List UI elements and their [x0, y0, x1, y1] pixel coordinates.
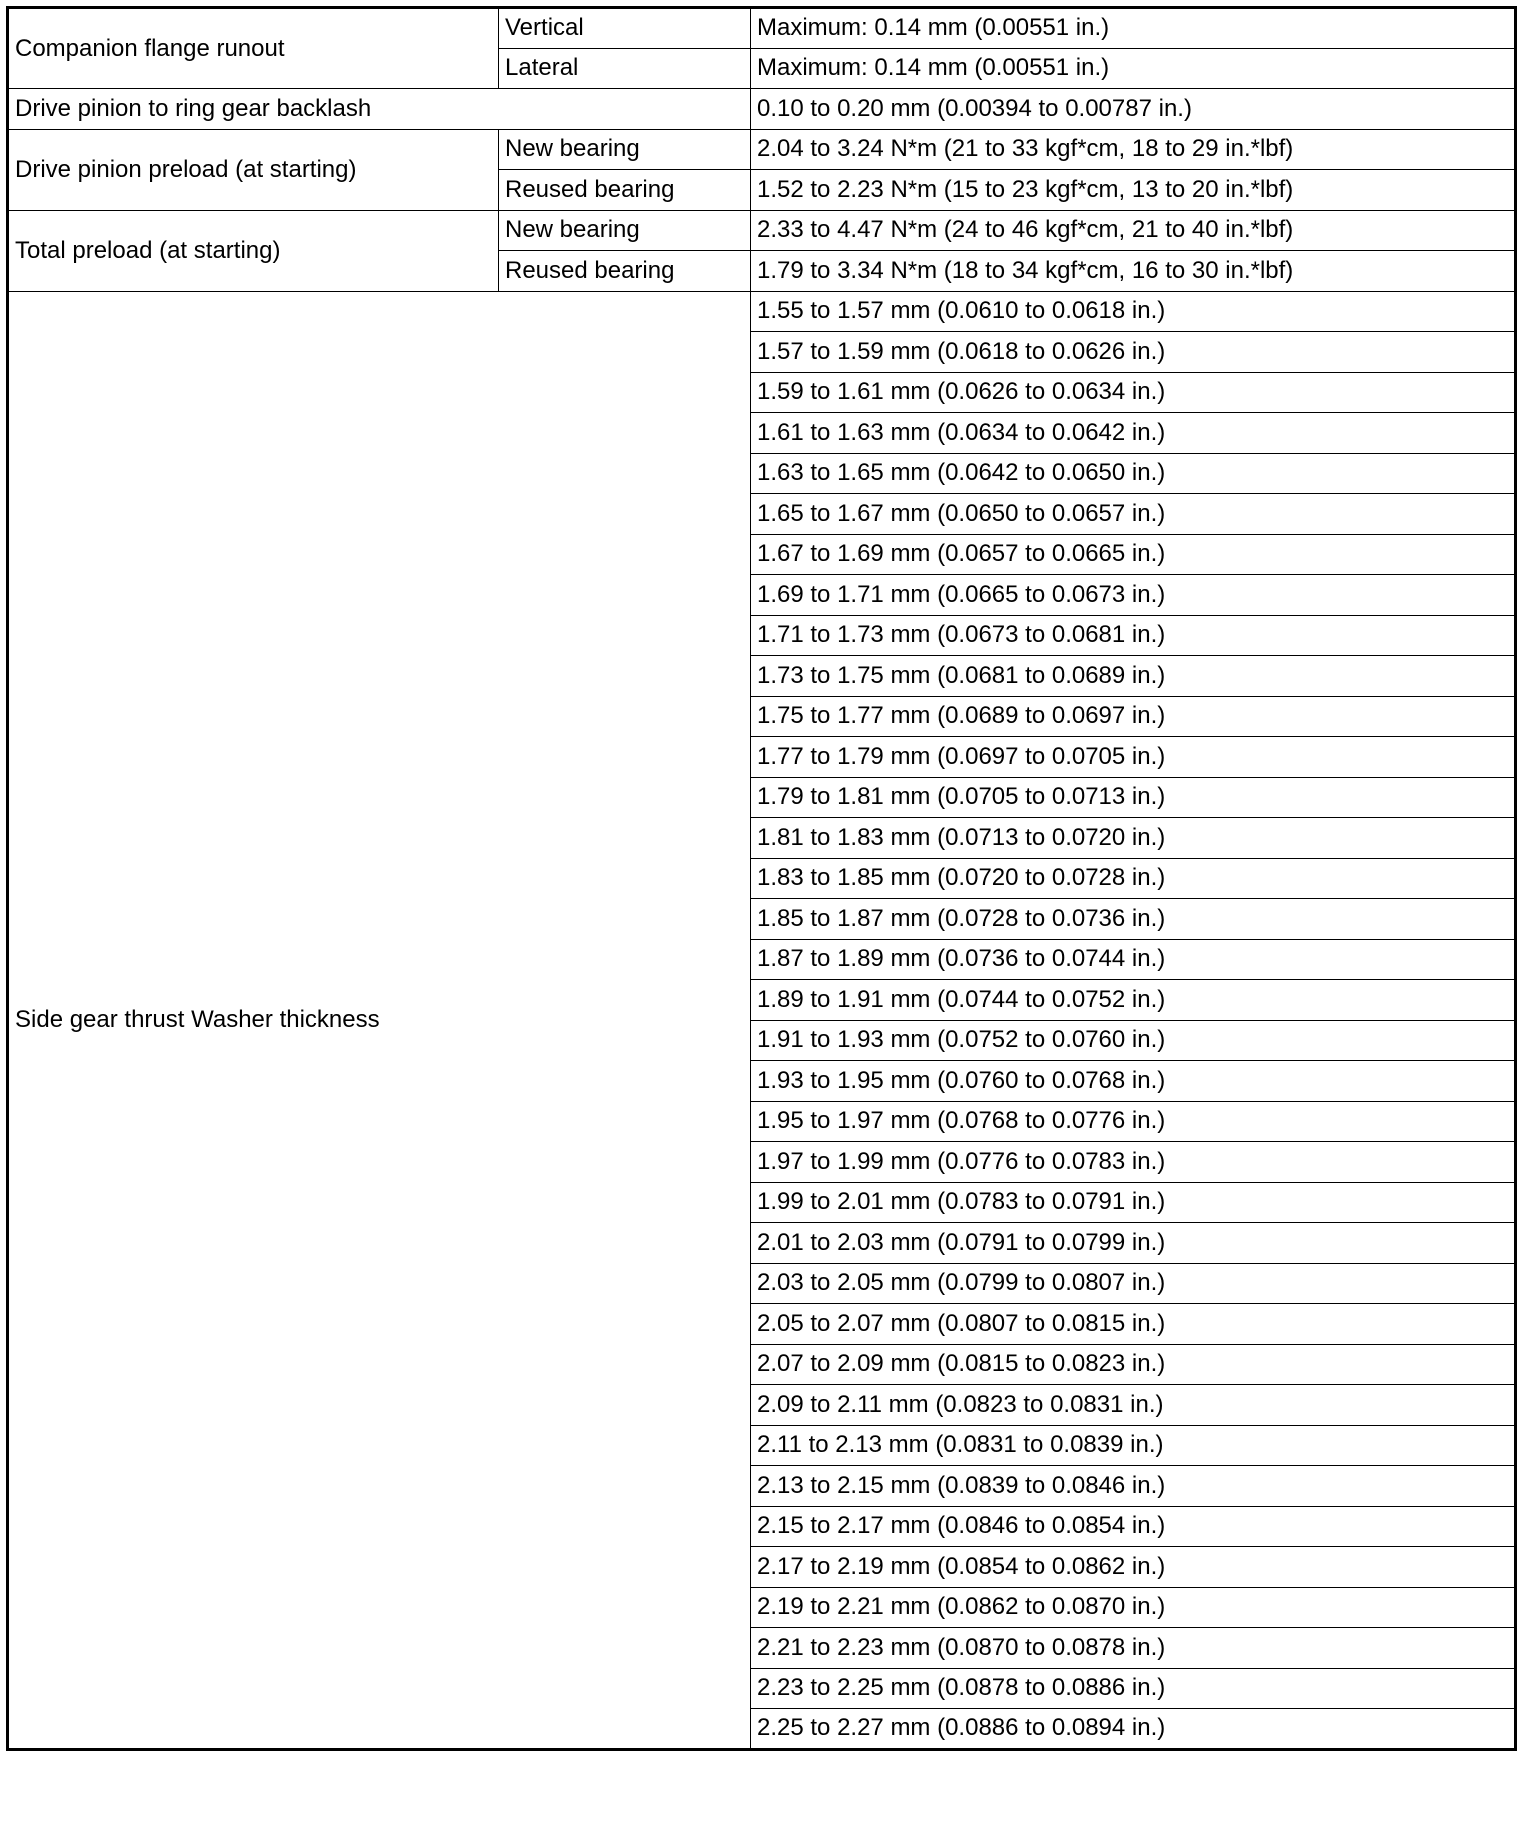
table-row — [8, 210, 1516, 251]
reused-bearing-label: Reused bearing — [499, 251, 751, 292]
washer-thickness-value: 2.13 to 2.15 mm (0.0839 to 0.0846 in.) — [751, 1466, 1516, 1507]
table-row — [8, 291, 1516, 332]
companion-flange-runout-label: Companion flange runout — [8, 8, 499, 89]
washer-thickness-value: 2.19 to 2.21 mm (0.0862 to 0.0870 in.) — [751, 1587, 1516, 1628]
washer-thickness-value: 1.59 to 1.61 mm (0.0626 to 0.0634 in.) — [751, 372, 1516, 413]
washer-thickness-value: 2.05 to 2.07 mm (0.0807 to 0.0815 in.) — [751, 1304, 1516, 1345]
specification-table-body — [8, 8, 1516, 1750]
washer-thickness-value: 1.87 to 1.89 mm (0.0736 to 0.0744 in.) — [751, 939, 1516, 980]
washer-thickness-value: 2.09 to 2.11 mm (0.0823 to 0.0831 in.) — [751, 1385, 1516, 1426]
washer-thickness-value: 2.15 to 2.17 mm (0.0846 to 0.0854 in.) — [751, 1506, 1516, 1547]
washer-thickness-value: 1.99 to 2.01 mm (0.0783 to 0.0791 in.) — [751, 1182, 1516, 1223]
backlash-value: 0.10 to 0.20 mm (0.00394 to 0.00787 in.) — [751, 89, 1516, 130]
washer-thickness-value: 1.73 to 1.75 mm (0.0681 to 0.0689 in.) — [751, 656, 1516, 697]
washer-thickness-value: 1.77 to 1.79 mm (0.0697 to 0.0705 in.) — [751, 737, 1516, 778]
washer-thickness-value: 1.65 to 1.67 mm (0.0650 to 0.0657 in.) — [751, 494, 1516, 535]
washer-thickness-value: 2.23 to 2.25 mm (0.0878 to 0.0886 in.) — [751, 1668, 1516, 1709]
drive-pinion-reused-bearing-value: 1.52 to 2.23 N*m (15 to 23 kgf*cm, 13 to 20 in.*lbf) — [751, 170, 1516, 211]
washer-thickness-value: 2.01 to 2.03 mm (0.0791 to 0.0799 in.) — [751, 1223, 1516, 1264]
washer-thickness-value: 1.83 to 1.85 mm (0.0720 to 0.0728 in.) — [751, 858, 1516, 899]
washer-thickness-value: 1.89 to 1.91 mm (0.0744 to 0.0752 in.) — [751, 980, 1516, 1021]
lateral-runout-value: Maximum: 0.14 mm (0.00551 in.) — [751, 48, 1516, 89]
total-preload-reused-bearing-value: 1.79 to 3.34 N*m (18 to 34 kgf*cm, 16 to 30 in.*lbf) — [751, 251, 1516, 292]
washer-thickness-value: 1.61 to 1.63 mm (0.0634 to 0.0642 in.) — [751, 413, 1516, 454]
backlash-label: Drive pinion to ring gear backlash — [8, 89, 751, 130]
washer-thickness-value: 1.67 to 1.69 mm (0.0657 to 0.0665 in.) — [751, 534, 1516, 575]
new-bearing-label: New bearing — [499, 129, 751, 170]
washer-thickness-value: 1.97 to 1.99 mm (0.0776 to 0.0783 in.) — [751, 1142, 1516, 1183]
drive-pinion-preload-label: Drive pinion preload (at starting) — [8, 129, 499, 210]
washer-thickness-value: 1.81 to 1.83 mm (0.0713 to 0.0720 in.) — [751, 818, 1516, 859]
washer-thickness-value: 1.79 to 1.81 mm (0.0705 to 0.0713 in.) — [751, 777, 1516, 818]
side-gear-washer-label: Side gear thrust Washer thickness — [8, 291, 751, 1749]
washer-thickness-value: 1.85 to 1.87 mm (0.0728 to 0.0736 in.) — [751, 899, 1516, 940]
washer-thickness-value: 2.07 to 2.09 mm (0.0815 to 0.0823 in.) — [751, 1344, 1516, 1385]
washer-thickness-value: 1.95 to 1.97 mm (0.0768 to 0.0776 in.) — [751, 1101, 1516, 1142]
table-row — [8, 8, 1516, 49]
total-preload-label: Total preload (at starting) — [8, 210, 499, 291]
table-row — [8, 89, 1516, 130]
washer-thickness-value: 1.93 to 1.95 mm (0.0760 to 0.0768 in.) — [751, 1061, 1516, 1102]
washer-thickness-value: 1.75 to 1.77 mm (0.0689 to 0.0697 in.) — [751, 696, 1516, 737]
drive-pinion-new-bearing-value: 2.04 to 3.24 N*m (21 to 33 kgf*cm, 18 to 29 in.*lbf) — [751, 129, 1516, 170]
washer-thickness-value: 1.63 to 1.65 mm (0.0642 to 0.0650 in.) — [751, 453, 1516, 494]
washer-thickness-value: 2.03 to 2.05 mm (0.0799 to 0.0807 in.) — [751, 1263, 1516, 1304]
total-preload-new-bearing-value: 2.33 to 4.47 N*m (24 to 46 kgf*cm, 21 to 40 in.*lbf) — [751, 210, 1516, 251]
washer-thickness-value: 1.71 to 1.73 mm (0.0673 to 0.0681 in.) — [751, 615, 1516, 656]
washer-thickness-value: 2.11 to 2.13 mm (0.0831 to 0.0839 in.) — [751, 1425, 1516, 1466]
specification-table — [6, 6, 1517, 1751]
vertical-runout-value: Maximum: 0.14 mm (0.00551 in.) — [751, 8, 1516, 49]
washer-thickness-value: 2.17 to 2.19 mm (0.0854 to 0.0862 in.) — [751, 1547, 1516, 1588]
reused-bearing-label: Reused bearing — [499, 170, 751, 211]
washer-thickness-value: 1.91 to 1.93 mm (0.0752 to 0.0760 in.) — [751, 1020, 1516, 1061]
washer-thickness-value: 2.21 to 2.23 mm (0.0870 to 0.0878 in.) — [751, 1628, 1516, 1669]
washer-thickness-value: 1.55 to 1.57 mm (0.0610 to 0.0618 in.) — [751, 291, 1516, 332]
table-row — [8, 129, 1516, 170]
washer-thickness-value: 1.57 to 1.59 mm (0.0618 to 0.0626 in.) — [751, 332, 1516, 373]
washer-thickness-value: 1.69 to 1.71 mm (0.0665 to 0.0673 in.) — [751, 575, 1516, 616]
washer-thickness-value: 2.25 to 2.27 mm (0.0886 to 0.0894 in.) — [751, 1709, 1516, 1750]
lateral-label: Lateral — [499, 48, 751, 89]
vertical-label: Vertical — [499, 8, 751, 49]
new-bearing-label: New bearing — [499, 210, 751, 251]
